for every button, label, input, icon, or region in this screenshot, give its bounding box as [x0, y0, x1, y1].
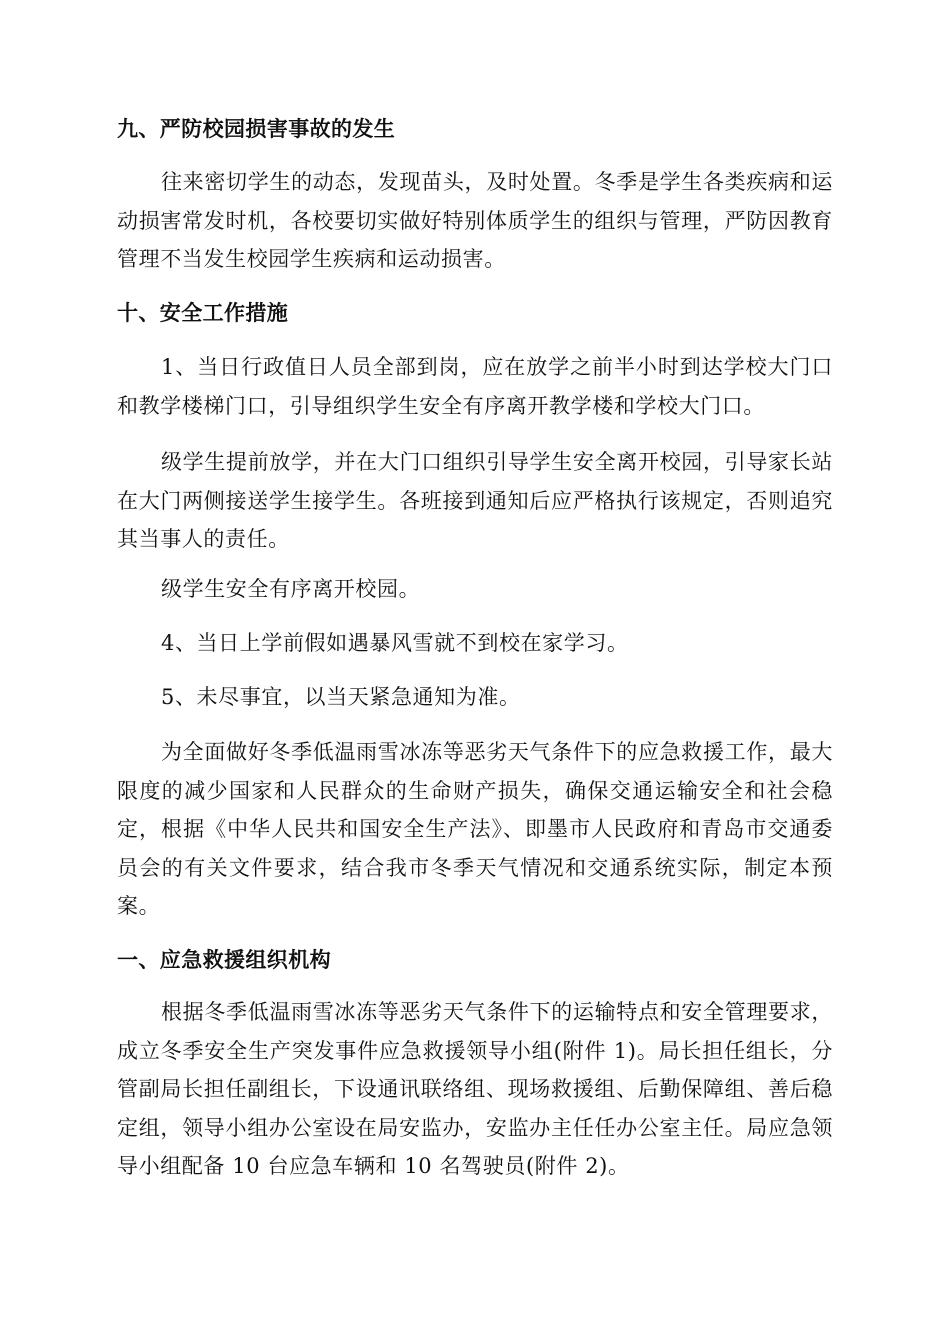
section-heading-1: 一、应急救援组织机构 — [117, 948, 331, 972]
paragraph-campus-safety: 往来密切学生的动态，发现苗头，及时处置。冬季是学生各类疾病和运动损害常发时机，各校要切实做好特别体质学生的组织与管理，严防因教育管理不当发生校园学生疾病和运动损害。 — [117, 170, 833, 271]
section-heading-9: 九、严防校园损害事故的发生 — [117, 117, 396, 141]
paragraph-organization: 根据冬季低温雨雪冰冻等恶劣天气条件下的运输特点和安全管理要求，成立冬季安全生产突发事件应急救援领导小组(附件 1)。局长担任组长，分管副局长担任副组长，下设通讯联络组、现场救援组、后勤保障组、善后稳定组，领导小组办公室设在局安监办，安监办主任任办公室主任。局应急领导小组配备 10 台应急车辆和 10 名驾驶员(附件 2)。 — [117, 1000, 833, 1178]
section-heading-10: 十、安全工作措施 — [117, 301, 289, 325]
paragraph-plan-intro: 为全面做好冬季低温雨雪冰冻等恶劣天气条件下的应急救援工作，最大限度的减少国家和人民群众的生命财产损失，确保交通运输安全和社会稳定，根据《中华人民共和国安全生产法》、即墨市人民政府和青岛市交通委员会的有关文件要求，结合我市冬季天气情况和交通系统实际，制定本预案。 — [117, 740, 833, 918]
paragraph-measure-5: 5、未尽事宜，以当天紧急通知为准。 — [161, 685, 521, 709]
paragraph-early-dismissal: 级学生提前放学，并在大门口组织引导学生安全离开校园，引导家长站在大门两侧接送学生接学生。各班接到通知后应严格执行该规定，否则追究其当事人的责任。 — [117, 450, 833, 551]
paragraph-measure-1: 1、当日行政值日人员全部到岗，应在放学之前半小时到达学校大门口和教学楼梯门口，引导组织学生安全有序离开教学楼和学校大门口。 — [117, 355, 833, 418]
paragraph-measure-4: 4、当日上学前假如遇暴风雪就不到校在家学习。 — [161, 631, 629, 655]
paragraph-orderly-exit: 级学生安全有序离开校园。 — [161, 577, 421, 601]
